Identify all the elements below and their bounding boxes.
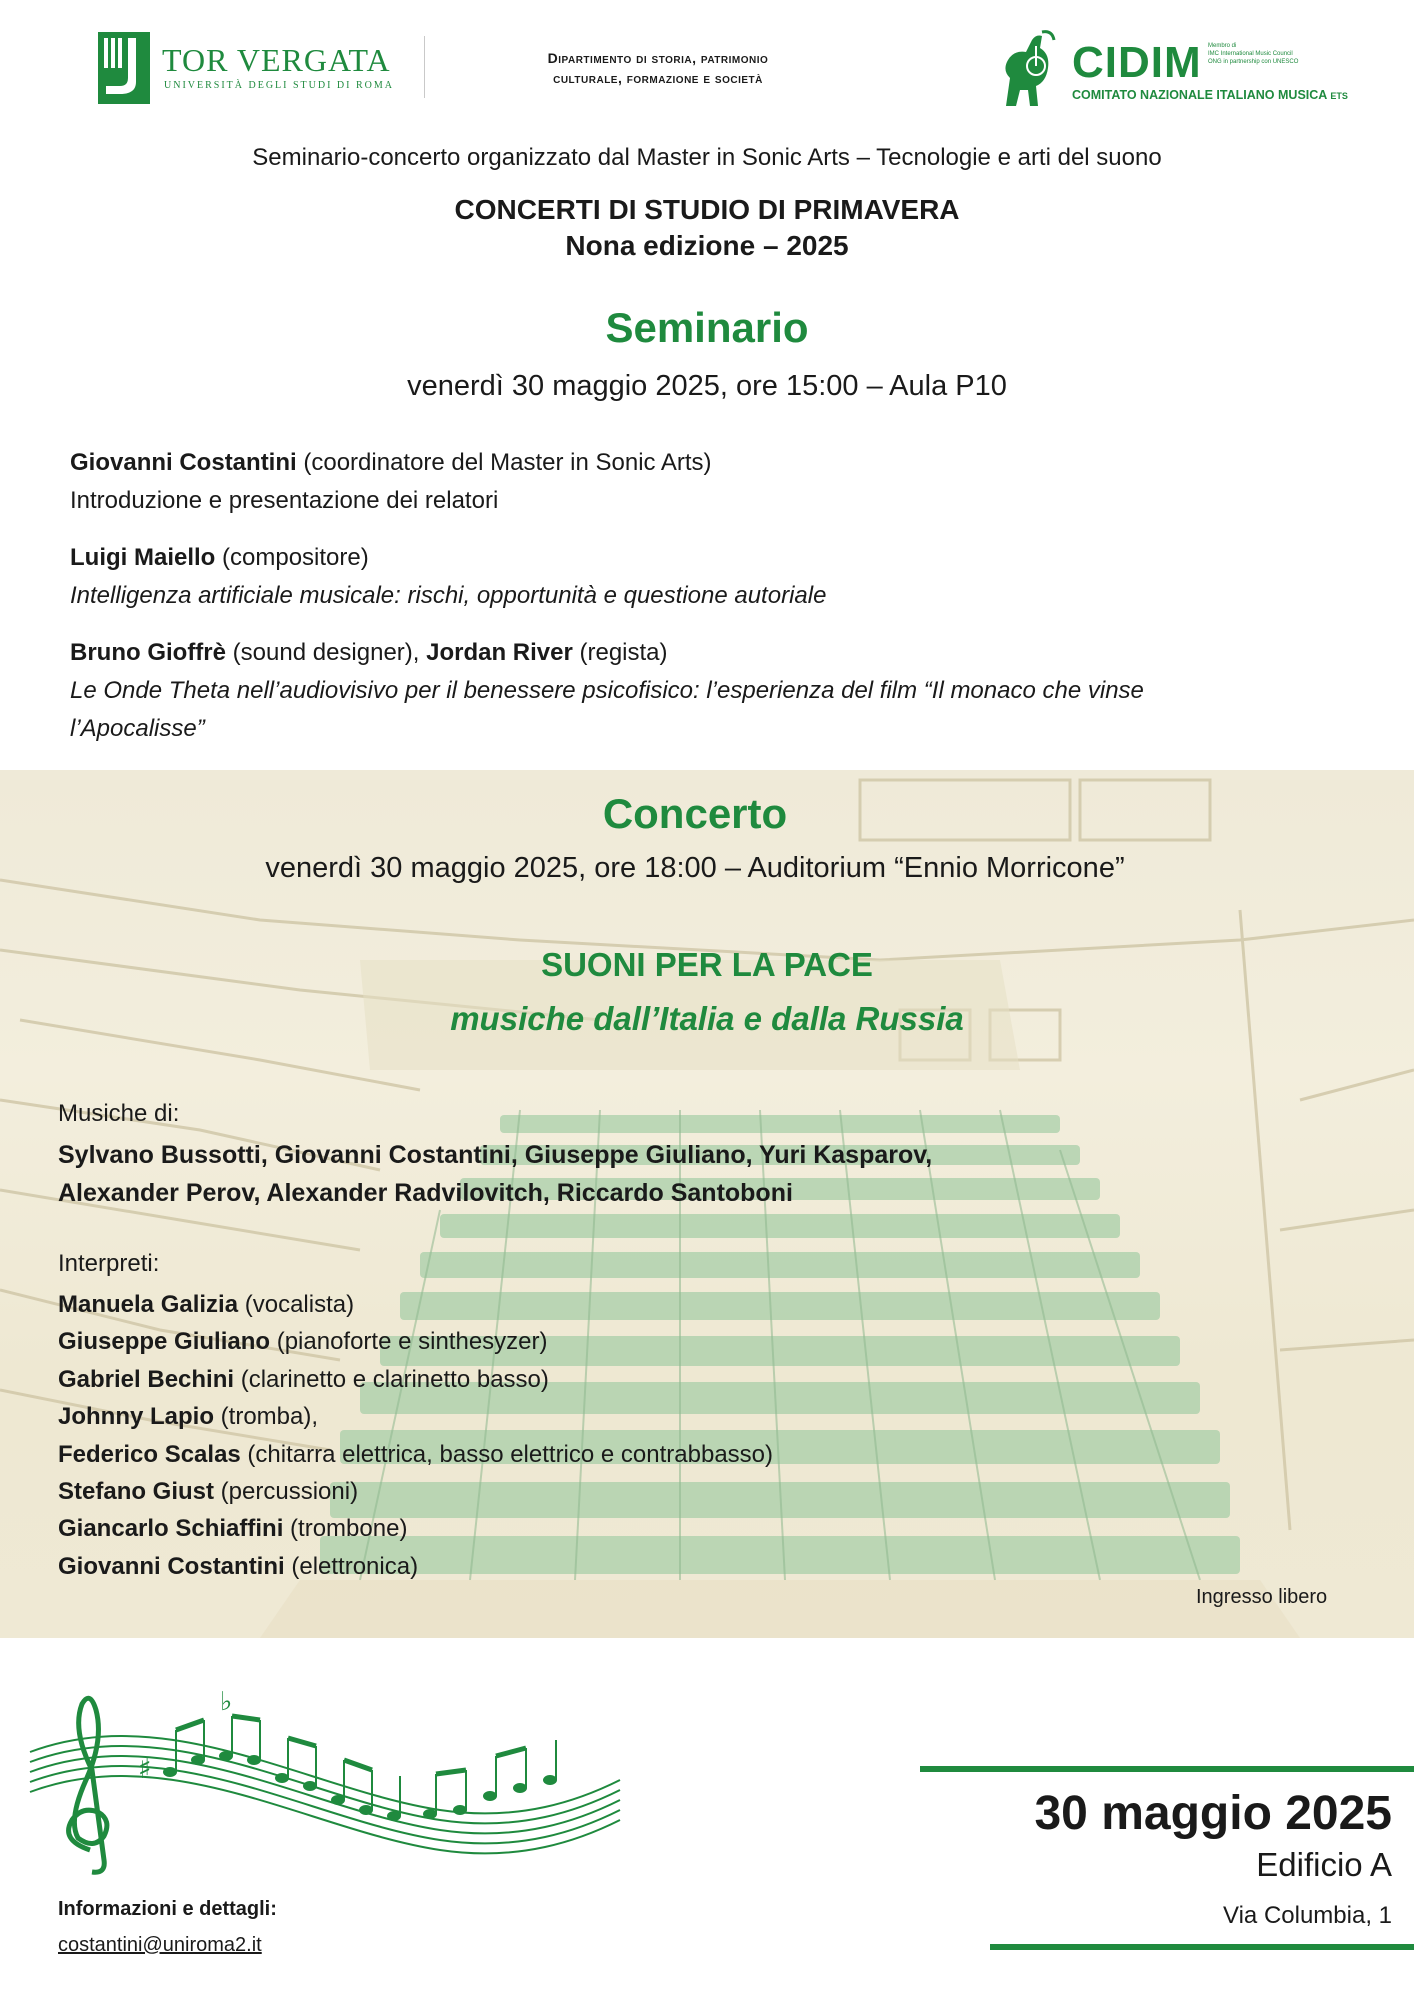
composers-line-1: Sylvano Bussotti, Giovanni Costantini, Giuseppe Giuliano, Yuri Kasparov,: [58, 1141, 933, 1169]
performers-list: [58, 1286, 1058, 1585]
performer-role: (vocalista): [238, 1291, 355, 1318]
svg-text:♭: ♭: [220, 1687, 233, 1717]
footer-address: Via Columbia, 1: [1223, 1902, 1392, 1929]
performer-name: Johnny Lapio: [58, 1403, 214, 1431]
performer-name: Giovanni Costantini: [58, 1552, 285, 1580]
concert-heading: Concerto: [602, 790, 788, 837]
performer-role: (trombone): [283, 1515, 408, 1543]
cidim-logo-icon: [992, 26, 1062, 110]
department-line-2: culturale, formazione e società: [553, 70, 763, 86]
performer-name: Stefano Giust: [58, 1478, 215, 1506]
seminar-talk-1: [70, 444, 1340, 520]
talk-1-speaker-line: [70, 444, 1340, 482]
cidim-full-text: COMITATO NAZIONALE ITALIANO MUSICA: [1072, 88, 1327, 102]
seminar-talk-2: [70, 539, 1340, 615]
cidim-note-line-3: ONG in partnership con UNESCO: [1208, 59, 1299, 65]
header-divider: [424, 36, 425, 98]
talk-3-speaker-2: Jordan River: [426, 639, 573, 666]
cidim-ets: ETS: [1330, 91, 1348, 101]
performer-item: [58, 1323, 1058, 1360]
talk-3-title-line-2: l’Apocalisse”: [70, 715, 205, 742]
footer-building: Edificio A: [1256, 1846, 1392, 1883]
performer-name: Manuela Galizia: [58, 1291, 239, 1318]
performer-item: [58, 1548, 1058, 1585]
organizer-line: Seminario-concerto organizzato dal Master in Sonic Arts – Tecnologie e arti del suono: [252, 144, 1162, 171]
composers-list: [58, 1136, 1158, 1212]
university-name: TOR VERGATA: [162, 42, 391, 78]
seminar-talk-3: [70, 634, 1340, 748]
concert-datetime: venerdì 30 maggio 2025, ore 18:00 – Auditorium “Ennio Morricone”: [265, 852, 1125, 884]
info-label: Informazioni e dettagli:: [58, 1898, 277, 1920]
performer-item: [58, 1398, 1058, 1435]
footer-rule-bottom: [990, 1944, 1414, 1950]
composers-label: Musiche di:: [58, 1100, 180, 1127]
cidim-full-name: [1072, 88, 1348, 102]
talk-2-speaker: Luigi Maiello: [70, 544, 216, 571]
talk-1-title: Introduzione e presentazione dei relatori: [70, 487, 499, 514]
footer-date: 30 maggio 2025: [1034, 1787, 1392, 1840]
department-line-1: Dipartimento di storia, patrimonio: [547, 50, 769, 66]
performer-role: (pianoforte e sinthesyzer): [270, 1328, 548, 1356]
cidim-note-line-2: IMC International Music Council: [1208, 51, 1293, 57]
performer-role: (tromba),: [214, 1403, 319, 1431]
talk-2-title: Intelligenza artificiale musicale: rischi, opportunità e questione autoriale: [70, 582, 827, 609]
cidim-name: CIDIM: [1072, 38, 1202, 87]
concert-title: SUONI PER LA PACE: [541, 946, 873, 983]
performer-name: Giuseppe Giuliano: [58, 1328, 271, 1356]
music-staff-icon: [20, 1660, 630, 1880]
series-title: CONCERTI DI STUDIO DI PRIMAVERA: [454, 194, 960, 225]
performer-name: Giancarlo Schiaffini: [58, 1515, 284, 1543]
edition-title: Nona edizione – 2025: [565, 230, 849, 261]
contact-email-link[interactable]: costantini@uniroma2.it: [58, 1934, 262, 1956]
entry-note: Ingresso libero: [1196, 1586, 1328, 1608]
cidim-note-line-1: Membro di: [1208, 43, 1237, 49]
talk-3-speaker-1: Bruno Gioffrè: [70, 639, 226, 666]
performer-role: (elettronica): [284, 1552, 419, 1580]
talk-3-role-2: (regista): [572, 639, 668, 666]
talk-3-title-line-1: Le Onde Theta nell’audiovisivo per il benessere psicofisico: l’esperienza del film “Il monaco che vinse: [70, 677, 1144, 704]
department-name: [468, 48, 848, 88]
seminar-heading: Seminario: [605, 304, 809, 351]
talk-1-role: (coordinatore del Master in Sonic Arts): [296, 449, 712, 476]
performer-role: (clarinetto e clarinetto basso): [234, 1365, 549, 1393]
composers-line-2: Alexander Perov, Alexander Radvilovitch, Riccardo Santoboni: [58, 1179, 793, 1207]
talk-2-speaker-line: [70, 539, 1340, 577]
university-subtitle: UNIVERSITÀ DEGLI STUDI DI ROMA: [164, 80, 394, 91]
performer-item: [58, 1510, 1058, 1547]
performers-label: Interpreti:: [58, 1250, 160, 1277]
performer-item: [58, 1436, 1058, 1473]
talk-3-role-1: (sound designer),: [226, 639, 427, 666]
performer-role: (chitarra elettrica, basso elettrico e contrabbasso): [240, 1440, 774, 1468]
header: [0, 0, 1414, 120]
performer-item: [58, 1361, 1058, 1398]
performer-item: [58, 1473, 1058, 1510]
talk-2-role: (compositore): [215, 544, 369, 571]
performer-name: Gabriel Bechini: [58, 1365, 235, 1393]
cidim-membership-note: [1208, 42, 1318, 66]
talk-3-speaker-line: [70, 634, 1340, 672]
footer-rule-top: [920, 1766, 1414, 1772]
performer-item: [58, 1286, 1058, 1323]
seminar-datetime: venerdì 30 maggio 2025, ore 15:00 – Aula P10: [407, 370, 1007, 402]
concert-subtitle: musiche dall’Italia e dalla Russia: [450, 1000, 964, 1037]
tor-vergata-logo-icon: [98, 32, 150, 104]
svg-text:♯: ♯: [138, 1752, 152, 1785]
talk-1-speaker: Giovanni Costantini: [70, 449, 297, 476]
performer-role: (percussioni): [214, 1478, 359, 1506]
performer-name: Federico Scalas: [58, 1440, 241, 1468]
